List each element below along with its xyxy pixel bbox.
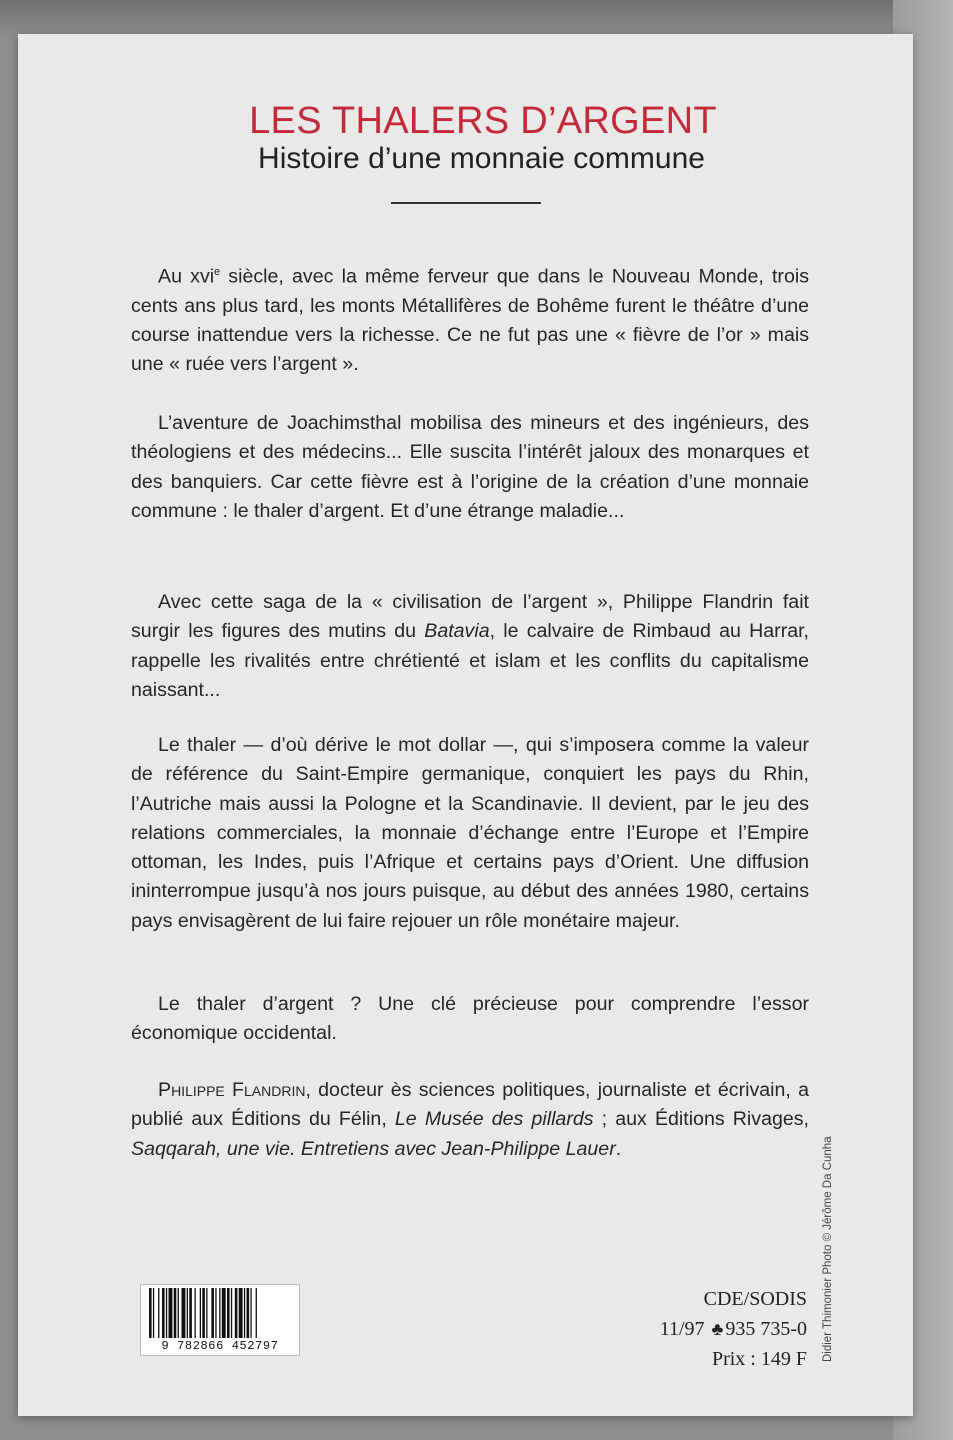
blurb-paragraph-5: Le thaler d’argent ? Une clé précieuse pour comprendre l’essor économique occidental. (131, 993, 809, 1045)
distributor: CDE/SODIS (703, 1288, 807, 1310)
price: Prix : 149 F (711, 1348, 807, 1370)
barcode-number: 9 782866 452797 (161, 1339, 279, 1353)
book-subtitle: Histoire d’une monnaie commune (258, 142, 705, 175)
blurb-paragraph-2: L’aventure de Joachimsthal mobilisa des mineurs et des ingénieurs, des théologiens et des médecins... Elle suscita l’intérêt jaloux des monarques et des banquiers. Car cette fièvre est à l’origine de la création d’une monnaie commune : le thaler d’argent. Et d’une étrange maladie... (131, 412, 809, 522)
publication-date: 11/97 (659, 1318, 705, 1340)
publisher-info (660, 1284, 807, 1374)
author-bio: Philippe Flandrin, docteur ès sciences politiques, journaliste et écrivain, a publié aux Éditions du Félin, Le Musée des pillards ; aux Éditions Rivages, Saqqarah, une vie. Entretiens avec Jean-Philippe Lauer. (131, 1079, 809, 1160)
barcode-bars (149, 1288, 291, 1338)
author-name: Philippe Flandrin (158, 1079, 306, 1101)
photo-credit: Didier Thimonier Photo © Jérôme Da Cunha (822, 1136, 834, 1362)
book-title: LES THALERS D’ARGENT (249, 100, 717, 142)
blurb-paragraph-4: Le thaler — d’où dérive le mot dollar —, qui s’imposera comme la valeur de référence du Saint-Empire germanique, conquiert les pays du Rhin, l’Autriche mais aussi la Pologne et la Scandinavie. Il devient, par le jeu des relations commerciales, la monnaie d’échange entre l’Europe et l’Empire ottoman, les Indes, puis l’Afrique et certains pays d’Orient. Une diffusion ininterrompue jusqu’à nos jours puisque, au début des années 1980, certains pays envisagèrent de lui faire rejouer un rôle monétaire majeur. (131, 734, 809, 932)
isbn-barcode (140, 1284, 300, 1356)
publication-code: 935 735-0 (725, 1318, 807, 1340)
blurb-paragraph-3: Avec cette saga de la « civilisation de l’argent », Philippe Flandrin fait surgir les figures des mutins du Batavia, le calvaire de Rimbaud au Harrar, rappelle les rivalités entre chrétienté et islam et les conflits du capitalisme naissant... (131, 591, 809, 701)
book-back-cover (18, 34, 913, 1416)
blurb-paragraph-1: Au xvi$^e$ siècle, avec la même ferveur que dans le Nouveau Monde, trois cents ans plus tard, les monts Métallifères de Bohême furent le théâtre d’une course inattendue vers la richesse. Ce ne fut pas une « fièvre de l’or » mais une « ruée vers l’argent ». (131, 265, 809, 376)
publisher-logo-icon: ♣ (711, 1319, 724, 1339)
publication-code-line (660, 1314, 807, 1344)
title-divider (391, 202, 541, 204)
